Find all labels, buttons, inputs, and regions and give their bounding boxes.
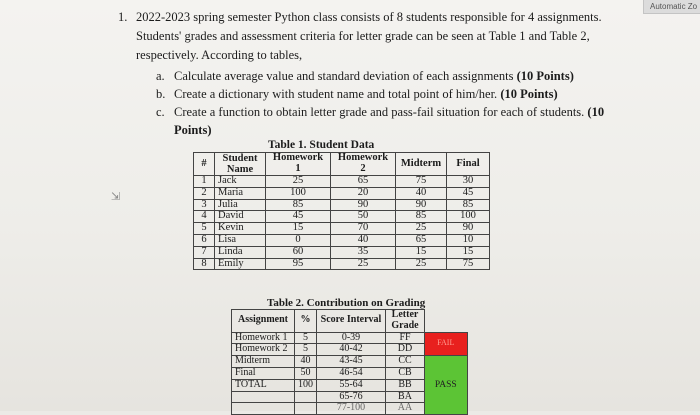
table-row bbox=[232, 356, 468, 368]
part-marker: c. bbox=[156, 105, 165, 119]
table-cell: 30 bbox=[447, 176, 490, 188]
table-cell: Lisa bbox=[215, 234, 266, 246]
table-cell: 6 bbox=[194, 234, 215, 246]
table-cell: 15 bbox=[447, 246, 490, 258]
part-c-points-cont: Points) bbox=[174, 123, 212, 137]
table-row bbox=[194, 187, 490, 199]
part-marker: a. bbox=[156, 69, 165, 83]
table-cell: FF bbox=[386, 332, 425, 344]
table-cell: 85 bbox=[266, 199, 331, 211]
table-cell: 65 bbox=[331, 176, 396, 188]
table-cell: Jack bbox=[215, 176, 266, 188]
column-header: # bbox=[194, 153, 215, 176]
column-header: Homework 2 bbox=[331, 153, 396, 176]
table-cell: 2 bbox=[194, 187, 215, 199]
question-line: respectively. According to tables, bbox=[136, 48, 303, 62]
column-header: Homework 1 bbox=[266, 153, 331, 176]
table-cell: 85 bbox=[447, 199, 490, 211]
table-cell: 85 bbox=[396, 211, 447, 223]
part-a bbox=[156, 67, 574, 85]
part-marker: b. bbox=[156, 87, 166, 101]
table-cell: 43-45 bbox=[317, 356, 386, 368]
table-cell: 15 bbox=[266, 223, 331, 235]
table-cell: BB bbox=[386, 379, 425, 391]
question-line: 2022-2023 spring semester Python class consists of 8 students responsible for 4 assignments. bbox=[136, 10, 602, 24]
table-row bbox=[232, 332, 468, 344]
table-cell: 5 bbox=[295, 344, 317, 356]
table-cell: 95 bbox=[266, 258, 331, 270]
table-cell: 8 bbox=[194, 258, 215, 270]
table-cell: 60 bbox=[266, 246, 331, 258]
table-row bbox=[194, 176, 490, 188]
table-row bbox=[194, 199, 490, 211]
table-cell: 50 bbox=[331, 211, 396, 223]
table-cell: Homework 2 bbox=[232, 344, 295, 356]
table-cell: Julia bbox=[215, 199, 266, 211]
part-text: Calculate average value and standard deviation of each assignments bbox=[174, 69, 514, 83]
table-cell: AA bbox=[386, 403, 425, 415]
table-cell: 40 bbox=[331, 234, 396, 246]
table-cell: Maria bbox=[215, 187, 266, 199]
table-cell: 35 bbox=[331, 246, 396, 258]
table-cell: TOTAL bbox=[232, 379, 295, 391]
table-cell: 0 bbox=[266, 234, 331, 246]
part-points: (10 Points) bbox=[500, 87, 558, 101]
table-cell: 70 bbox=[331, 223, 396, 235]
column-header: % bbox=[295, 310, 317, 333]
fail-status-cell: FAIL bbox=[425, 332, 468, 356]
table-cell: 3 bbox=[194, 199, 215, 211]
part-b bbox=[156, 85, 558, 103]
table-cell: 75 bbox=[396, 176, 447, 188]
table-cell: Linda bbox=[215, 246, 266, 258]
table-row bbox=[194, 234, 490, 246]
table-row bbox=[194, 246, 490, 258]
mouse-cursor-icon: ⇲ bbox=[111, 190, 121, 203]
table-cell: 45 bbox=[447, 187, 490, 199]
table-cell: DD bbox=[386, 344, 425, 356]
table-cell: CC bbox=[386, 356, 425, 368]
table-header-row bbox=[194, 153, 490, 176]
table-cell: 45 bbox=[266, 211, 331, 223]
table-cell: 25 bbox=[396, 258, 447, 270]
table-cell: 1 bbox=[194, 176, 215, 188]
part-points: (10 Points) bbox=[516, 69, 574, 83]
table1-caption: Table 1. Student Data bbox=[268, 139, 375, 151]
table-cell: 90 bbox=[447, 223, 490, 235]
table-cell: Emily bbox=[215, 258, 266, 270]
table-cell: 100 bbox=[266, 187, 331, 199]
table2-caption: Table 2. Contribution on Grading bbox=[267, 297, 426, 309]
table-cell: 40-42 bbox=[317, 344, 386, 356]
column-header: Midterm bbox=[396, 153, 447, 176]
question-block bbox=[120, 8, 640, 65]
part-c bbox=[156, 103, 604, 121]
table-cell: David bbox=[215, 211, 266, 223]
table-cell: 100 bbox=[447, 211, 490, 223]
column-header: Score Interval bbox=[317, 310, 386, 333]
table-cell: 100 bbox=[295, 379, 317, 391]
table-cell: 90 bbox=[396, 199, 447, 211]
table-cell: 5 bbox=[194, 223, 215, 235]
table-cell: 75 bbox=[447, 258, 490, 270]
table-cell: 20 bbox=[331, 187, 396, 199]
column-header: Final bbox=[447, 153, 490, 176]
table-row bbox=[194, 258, 490, 270]
table-cell: BA bbox=[386, 391, 425, 403]
table-cell: 10 bbox=[447, 234, 490, 246]
table-cell: 25 bbox=[331, 258, 396, 270]
student-data-table bbox=[193, 152, 490, 270]
table-cell: 4 bbox=[194, 211, 215, 223]
part-text: Create a dictionary with student name and total point of him/her. bbox=[174, 87, 498, 101]
part-text: Create a function to obtain letter grade and pass-fail situation for each of students. bbox=[174, 105, 585, 119]
table-cell: 0-39 bbox=[317, 332, 386, 344]
table-cell: 5 bbox=[295, 332, 317, 344]
column-header: Assignment bbox=[232, 310, 295, 333]
table-cell bbox=[232, 391, 295, 403]
table-cell bbox=[232, 403, 295, 415]
table-cell bbox=[295, 391, 317, 403]
table-cell: 25 bbox=[266, 176, 331, 188]
table-header-row bbox=[232, 310, 468, 333]
table-cell bbox=[295, 403, 317, 415]
corner-tab[interactable]: Automatic Zo bbox=[643, 0, 700, 14]
table-cell: Kevin bbox=[215, 223, 266, 235]
table-cell: 65-76 bbox=[317, 391, 386, 403]
table-cell: Homework 1 bbox=[232, 332, 295, 344]
table-cell: 65 bbox=[396, 234, 447, 246]
table-cell: 90 bbox=[331, 199, 396, 211]
table-cell: 50 bbox=[295, 367, 317, 379]
column-header: Student Name bbox=[215, 153, 266, 176]
question-line: Students' grades and assessment criteria for letter grade can be seen at Table 1 and Table 2, bbox=[136, 29, 590, 43]
table-cell: 40 bbox=[396, 187, 447, 199]
grading-table bbox=[231, 309, 468, 415]
table-row bbox=[194, 211, 490, 223]
table-cell: 46-54 bbox=[317, 367, 386, 379]
table-cell: 55-64 bbox=[317, 379, 386, 391]
table-cell: 7 bbox=[194, 246, 215, 258]
table-cell: 15 bbox=[396, 246, 447, 258]
table-cell: CB bbox=[386, 367, 425, 379]
table-cell: Midterm bbox=[232, 356, 295, 368]
table-cell: 25 bbox=[396, 223, 447, 235]
table-row bbox=[194, 223, 490, 235]
pass-status-cell: PASS bbox=[425, 356, 468, 415]
question-number: 1. bbox=[118, 10, 128, 24]
part-points: (10 bbox=[587, 105, 605, 119]
table-cell: 77-100 bbox=[317, 403, 386, 415]
table-cell: Final bbox=[232, 367, 295, 379]
column-header: Letter Grade bbox=[386, 310, 425, 333]
table-cell: 40 bbox=[295, 356, 317, 368]
